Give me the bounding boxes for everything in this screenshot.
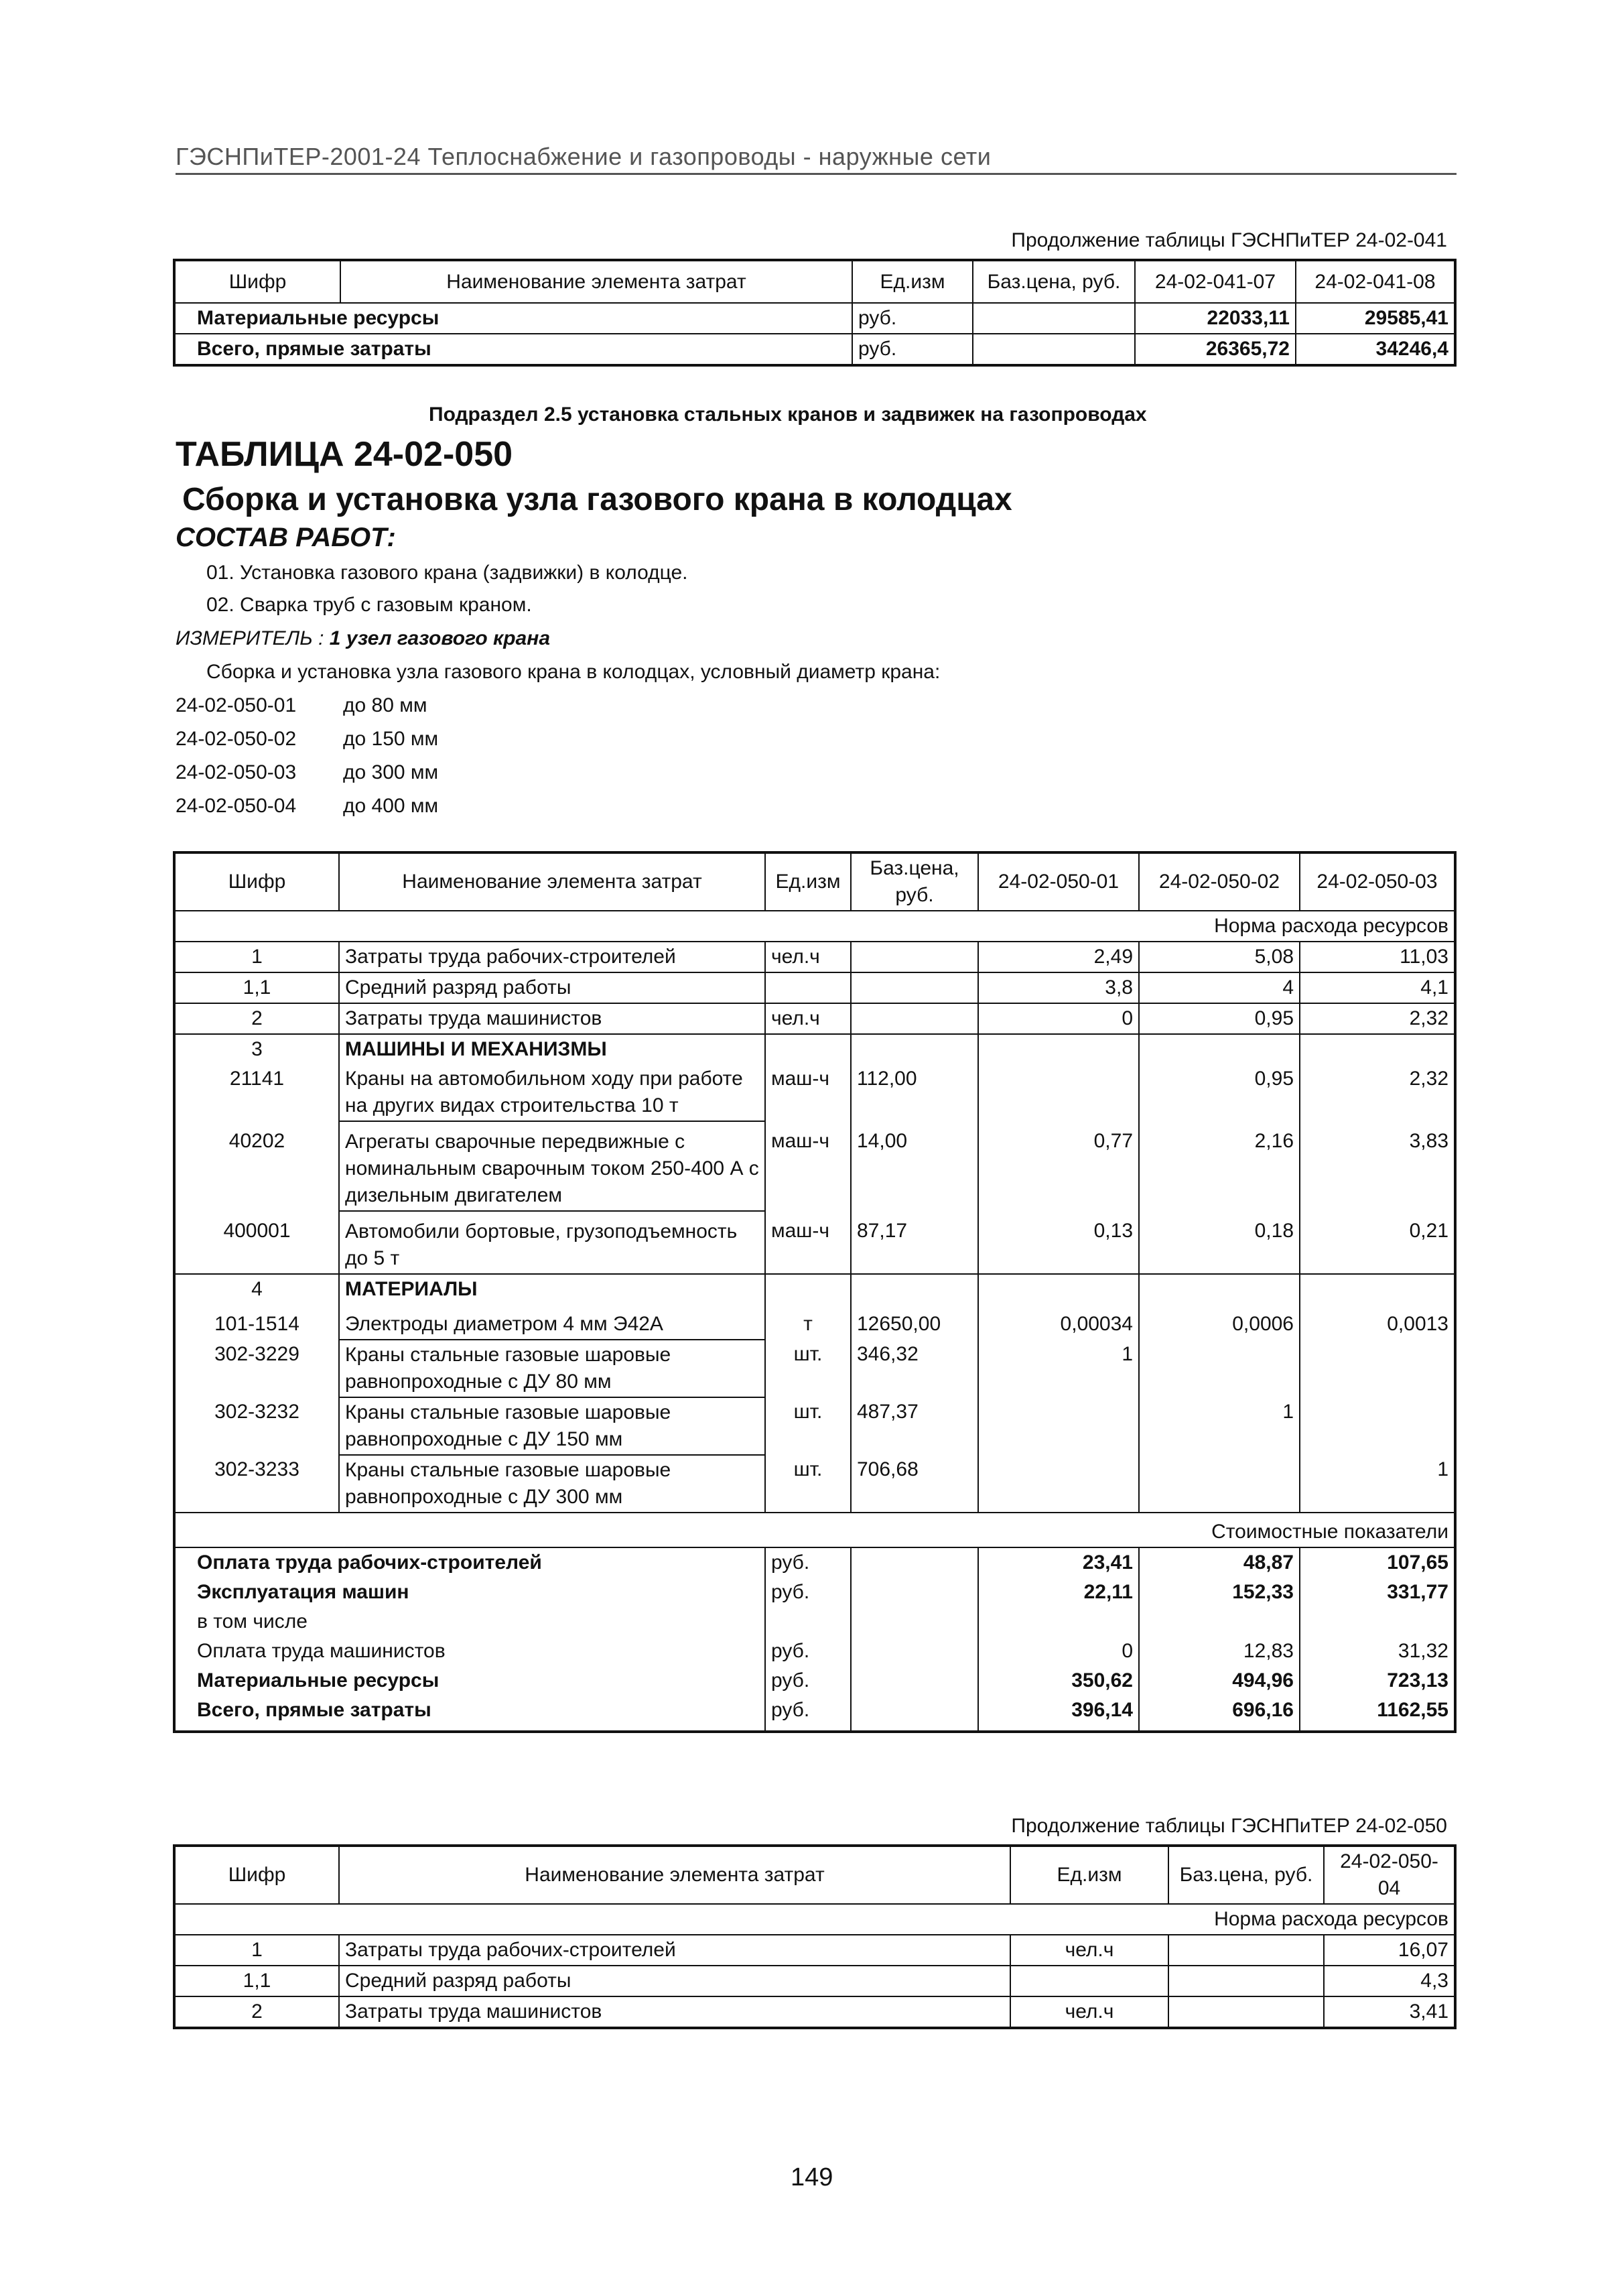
table2-cost-value: 331,77 [1300,1578,1455,1607]
table3-row-code: 1,1 [174,1966,339,1996]
table2-row [174,942,1455,972]
table3-row [174,1966,1455,1996]
table2-cost-unit: руб. [765,1578,851,1607]
table2-row-price: 87,17 [851,1211,978,1274]
table2-row-value [978,1274,1139,1304]
table3-row-unit: чел.ч [1010,1935,1168,1966]
table2-row-code: 3 [174,1034,339,1064]
running-header: ГЭСНПиТЕР-2001-24 Теплоснабжение и газопроводы - наружные сети [176,143,992,170]
table1-row-price [973,303,1135,334]
table2-row-value: 0 [978,1003,1139,1034]
page-number: 149 [791,2163,833,2191]
table2-row [174,1304,1455,1340]
table1-header-name: Наименование элемента затрат [340,260,852,303]
table2-cost-name: Оплата труда машинистов [174,1637,765,1666]
table1-row [174,303,1455,334]
table2-row-price [851,1274,978,1304]
table2-cost-value: 12,83 [1139,1637,1300,1666]
work-composition-label: СОСТАВ РАБОТ: [176,523,396,552]
table3-header-col1: 24-02-050-04 [1324,1846,1455,1904]
table2-row-value [1139,1340,1300,1397]
table2-row-value [1300,1034,1455,1064]
table2-cost-row [174,1637,1455,1666]
table2-row-name: Краны стальные газовые шаровые равнопроходные с ДУ 150 мм [339,1397,765,1455]
table2-row-value: 1 [978,1340,1139,1397]
table2-norm-row [174,911,1455,942]
table2-row-price: 12650,00 [851,1304,978,1340]
table2-row-value [1139,1034,1300,1064]
table2-cost-value: 350,62 [978,1666,1139,1696]
table1-row-value: 34246,4 [1296,334,1455,365]
table2-row [174,1397,1455,1455]
table2-row-value: 2,32 [1300,1064,1455,1121]
table2-row-unit: чел.ч [765,1003,851,1034]
table2-cost-value: 396,14 [978,1696,1139,1732]
table2-row-price [851,1003,978,1034]
table1-header-row [174,260,1455,303]
table2-row-unit: шт. [765,1455,851,1513]
table3-row-price [1168,1966,1324,1996]
table2-row [174,972,1455,1003]
table3-header-code: Шифр [174,1846,339,1904]
table2-cost-unit [765,1607,851,1637]
table1-header-col2: 24-02-041-08 [1296,260,1455,303]
measure-value: 1 узел газового крана [329,627,551,649]
table2-row-value [1300,1274,1455,1304]
table2-row-unit: маш-ч [765,1211,851,1274]
table2-norm-label: Норма расхода ресурсов [174,911,1455,942]
table2-cost-row [174,1696,1455,1732]
table2-row [174,1340,1455,1397]
table2-row-price: 14,00 [851,1121,978,1211]
table2-row [174,1121,1455,1211]
table2-row-value: 5,08 [1139,942,1300,972]
table1-header-unit: Ед.изм [852,260,973,303]
work-title: Сборка и установка узла газового крана в колодцах [182,482,1012,517]
table2-row-value [1139,1455,1300,1513]
table2 [173,851,1457,1733]
description: Сборка и установка узла газового крана в колодцах, условный диаметр крана: [206,661,941,683]
table2-cost-row [174,1547,1455,1578]
variant-text: до 400 мм [343,795,439,817]
table1-row-value: 29585,41 [1296,303,1455,334]
table2-row-value: 4 [1139,972,1300,1003]
variant-code: 24-02-050-02 [176,728,297,750]
variant-text: до 300 мм [343,761,439,783]
table2-cost-value: 1162,55 [1300,1696,1455,1732]
table2-row-code: 302-3229 [174,1340,339,1397]
table2-header-col1: 24-02-050-01 [978,852,1139,911]
variant-code: 24-02-050-01 [176,694,297,716]
table2-header-price: Баз.цена, руб. [851,852,978,911]
table2-row-price: 487,37 [851,1397,978,1455]
table1-row-value: 26365,72 [1135,334,1296,365]
table1-row-name: Всего, прямые затраты [174,334,852,365]
table2-row-code: 4 [174,1274,339,1304]
table2-row-code: 2 [174,1003,339,1034]
table1-row-unit: руб. [852,334,973,365]
table2-cost-row [174,1666,1455,1696]
table2-cost-value [978,1607,1139,1637]
table2-row-value: 2,16 [1139,1121,1300,1211]
table2-row-value: 0,77 [978,1121,1139,1211]
table1-header-col1: 24-02-041-07 [1135,260,1296,303]
table2-row-value [978,1064,1139,1121]
table2-cost-value: 494,96 [1139,1666,1300,1696]
table2-row-value: 0,00034 [978,1304,1139,1340]
table2-row-price [851,1034,978,1064]
table2-cost-value: 723,13 [1300,1666,1455,1696]
table2-row-code: 302-3232 [174,1397,339,1455]
table1-row-value: 22033,11 [1135,303,1296,334]
table3-row-unit [1010,1966,1168,1996]
table2-row [174,1455,1455,1513]
variant-text: до 80 мм [343,694,427,716]
table2-cost-label: Стоимостные показатели [174,1513,1455,1547]
table2-cost-label-row [174,1513,1455,1547]
table2-cost-value: 48,87 [1139,1547,1300,1578]
table2-row-value [1139,1274,1300,1304]
table2-cost-value: 23,41 [978,1547,1139,1578]
table2-header-col3: 24-02-050-03 [1300,852,1455,911]
work-item: 01. Установка газового крана (задвижки) в колодце. [206,562,688,584]
table2-row-value: 3,83 [1300,1121,1455,1211]
table1-header-code: Шифр [174,260,340,303]
table2-row-name: Краны стальные газовые шаровые равнопроходные с ДУ 300 мм [339,1455,765,1513]
table2-row-unit [765,1274,851,1304]
table1-row-price [973,334,1135,365]
table3-row-name: Затраты труда рабочих-строителей [339,1935,1010,1966]
table3-row-code: 2 [174,1996,339,2028]
table2-row-name: Затраты труда рабочих-строителей [339,942,765,972]
table3-caption: Продолжение таблицы ГЭСНПиТЕР 24-02-050 [1011,1815,1447,1837]
table2-row-value: 0,18 [1139,1211,1300,1274]
table2-row-value [978,1455,1139,1513]
table2-row-value: 4,1 [1300,972,1455,1003]
table2-row-value: 0,13 [978,1211,1139,1274]
table2-row-code: 400001 [174,1211,339,1274]
table2-row-unit: маш-ч [765,1121,851,1211]
table2-cost-unit: руб. [765,1637,851,1666]
table1-caption: Продолжение таблицы ГЭСНПиТЕР 24-02-041 [1011,229,1447,251]
table3-header-row [174,1846,1455,1904]
table2-row-price [851,972,978,1003]
table3-row [174,1996,1455,2028]
table2-row-price: 112,00 [851,1064,978,1121]
table2-cost-value: 107,65 [1300,1547,1455,1578]
table2-cost-price [851,1578,978,1607]
work-item: 02. Сварка труб с газовым краном. [206,594,532,616]
table2-row-value: 2,49 [978,942,1139,972]
table2-cost-unit: руб. [765,1696,851,1732]
table2-cost-value [1300,1607,1455,1637]
table2-cost-price [851,1696,978,1732]
table-title: ТАБЛИЦА 24-02-050 [176,435,513,474]
table3-row-value: 3,41 [1324,1996,1455,2028]
table2-row-name: Автомобили бортовые, грузоподъемность до 5 т [339,1211,765,1274]
table2-row-value: 0,21 [1300,1211,1455,1274]
table2-cost-name: Всего, прямые затраты [174,1696,765,1732]
table2-row-name: Краны на автомобильном ходу при работе на других видах строительства 10 т [339,1064,765,1121]
table2-row-code: 1,1 [174,972,339,1003]
table2-cost-name: Материальные ресурсы [174,1666,765,1696]
table2-row-value: 1 [1139,1397,1300,1455]
table2-row-unit [765,1034,851,1064]
table2-cost-value: 696,16 [1139,1696,1300,1732]
table2-cost-price [851,1666,978,1696]
table2-row-price: 346,32 [851,1340,978,1397]
table1 [173,259,1457,367]
table2-row-value: 0,0006 [1139,1304,1300,1340]
table2-row [174,1003,1455,1034]
table2-row-value [978,1397,1139,1455]
table2-cost-value: 152,33 [1139,1578,1300,1607]
table2-cost-row [174,1607,1455,1637]
variant-code: 24-02-050-04 [176,795,297,817]
table1-row-unit: руб. [852,303,973,334]
table2-row-unit: шт. [765,1397,851,1455]
table2-cost-unit: руб. [765,1547,851,1578]
table2-row-name: Краны стальные газовые шаровые равнопроходные с ДУ 80 мм [339,1340,765,1397]
table2-row-name: Затраты труда машинистов [339,1003,765,1034]
table2-row-name: Электроды диаметром 4 мм Э42А [339,1304,765,1340]
table2-row-code: 40202 [174,1121,339,1211]
measure-label: ИЗМЕРИТЕЛЬ : [176,627,324,649]
table2-row-unit: маш-ч [765,1064,851,1121]
table2-cost-value [1139,1607,1300,1637]
table2-cost-value: 31,32 [1300,1637,1455,1666]
table2-row-value [1300,1340,1455,1397]
table2-cost-value: 22,11 [978,1578,1139,1607]
table3-row-value: 16,07 [1324,1935,1455,1966]
table2-row-unit: шт. [765,1340,851,1397]
table2-cost-row [174,1578,1455,1607]
table3-row-price [1168,1935,1324,1966]
table2-row-unit: чел.ч [765,942,851,972]
table2-row [174,1064,1455,1121]
table2-row-value [1300,1397,1455,1455]
table3-row-name: Средний разряд работы [339,1966,1010,1996]
table3 [173,1844,1457,2029]
table2-row-value [978,1034,1139,1064]
table2-header-row [174,852,1455,911]
table3-row-unit: чел.ч [1010,1996,1168,2028]
table2-row-name: Средний разряд работы [339,972,765,1003]
table3-row-name: Затраты труда машинистов [339,1996,1010,2028]
table2-cost-name: Оплата труда рабочих-строителей [174,1547,765,1578]
table2-cost-value: 0 [978,1637,1139,1666]
table2-row-code: 302-3233 [174,1455,339,1513]
table3-norm-label: Норма расхода ресурсов [174,1904,1455,1935]
table3-row-value: 4,3 [1324,1966,1455,1996]
table2-row-name: МАТЕРИАЛЫ [339,1274,765,1304]
table2-row-unit: т [765,1304,851,1340]
header-rule [176,173,1457,175]
table1-row-name: Материальные ресурсы [174,303,852,334]
table2-row-name: Агрегаты сварочные передвижные с номинальным сварочным током 250-400 А с дизельным двигателем [339,1121,765,1211]
subsection-title: Подраздел 2.5 установка стальных кранов и задвижек на газопроводах [429,403,1147,426]
table2-row-value: 2,32 [1300,1003,1455,1034]
table2-row-value: 0,95 [1139,1064,1300,1121]
table2-row-code: 21141 [174,1064,339,1121]
table3-norm-row [174,1904,1455,1935]
measure [176,627,550,650]
table3-header-price: Баз.цена, руб. [1168,1846,1324,1904]
table3-header-name: Наименование элемента затрат [339,1846,1010,1904]
table2-cost-unit: руб. [765,1666,851,1696]
table2-cost-name: Эксплуатация машин [174,1578,765,1607]
table2-row-unit [765,972,851,1003]
table2-group-row [174,1034,1455,1064]
table2-row-code: 101-1514 [174,1304,339,1340]
table2-row-value: 0,0013 [1300,1304,1455,1340]
table1-row [174,334,1455,365]
variant-code: 24-02-050-03 [176,761,297,783]
table2-row [174,1211,1455,1274]
table3-row [174,1935,1455,1966]
table3-row-code: 1 [174,1935,339,1966]
table2-row-value: 3,8 [978,972,1139,1003]
table2-cost-price [851,1637,978,1666]
table2-header-name: Наименование элемента затрат [339,852,765,911]
table2-cost-name: в том числе [174,1607,765,1637]
table2-cost-price [851,1547,978,1578]
variant-text: до 150 мм [343,728,439,750]
table2-cost-price [851,1607,978,1637]
table2-row-value: 0,95 [1139,1003,1300,1034]
table2-row-value: 1 [1300,1455,1455,1513]
table2-header-unit: Ед.изм [765,852,851,911]
table2-row-price [851,942,978,972]
table2-row-code: 1 [174,942,339,972]
table3-header-unit: Ед.изм [1010,1846,1168,1904]
table2-header-code: Шифр [174,852,339,911]
table2-row-value: 11,03 [1300,942,1455,972]
table2-header-col2: 24-02-050-02 [1139,852,1300,911]
table3-row-price [1168,1996,1324,2028]
table2-row-price: 706,68 [851,1455,978,1513]
table1-header-price: Баз.цена, руб. [973,260,1135,303]
table2-group-row [174,1274,1455,1304]
table2-row-name: МАШИНЫ И МЕХАНИЗМЫ [339,1034,765,1064]
